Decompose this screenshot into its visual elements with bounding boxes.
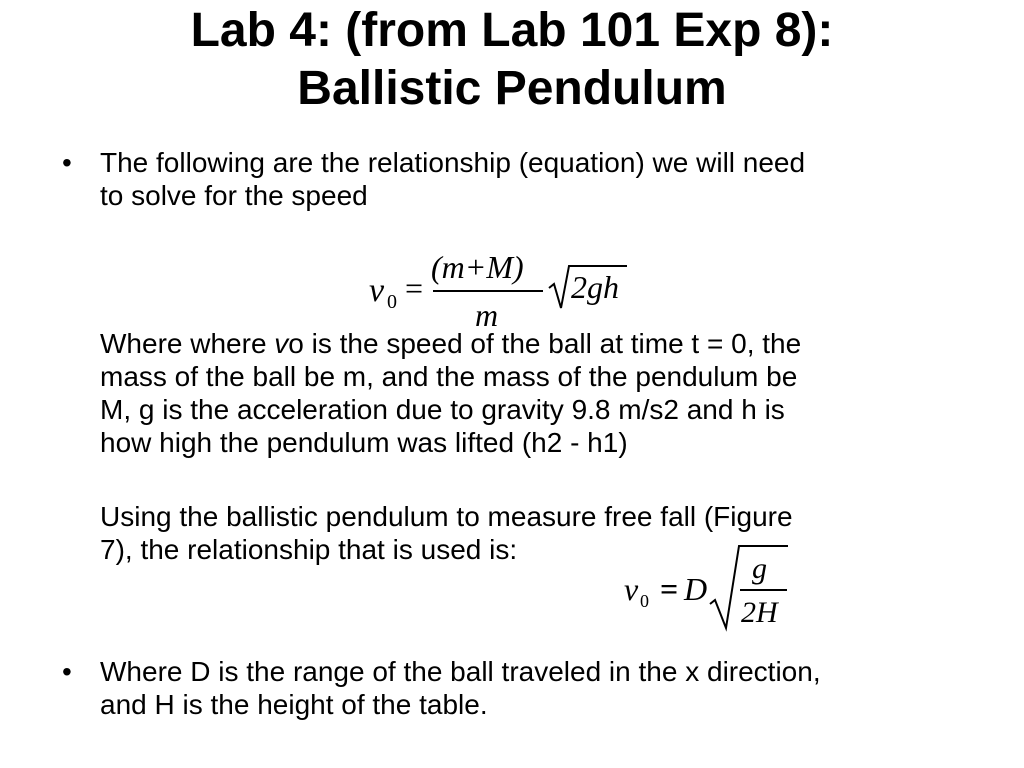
definitions-line-4: how high the pendulum was lifted (h2 - h1) xyxy=(100,427,628,458)
eq1-equals: = xyxy=(405,270,424,306)
eq2-numerator: g xyxy=(752,552,767,585)
equation-free-fall-formula xyxy=(622,542,802,634)
eq1-lhs: v xyxy=(369,272,385,309)
eq1-radicand: 2gh xyxy=(571,269,619,305)
definitions-paragraph xyxy=(100,327,1000,459)
bullet-2-line-2: and H is the height of the table. xyxy=(100,689,488,720)
eq1-lhs-subscript: 0 xyxy=(387,291,397,313)
title-line-1: Lab 4: (from Lab 101 Exp 8): xyxy=(190,4,834,57)
free-fall-line-1: Using the ballistic pendulum to measure free fall (Figure xyxy=(100,501,793,532)
slide-title xyxy=(0,2,1024,118)
bullet-1-line-2: to solve for the speed xyxy=(100,180,368,211)
eq1-denominator: m xyxy=(475,297,499,330)
definitions-italic-v: v xyxy=(274,328,289,359)
eq2-equals: = xyxy=(660,571,679,607)
eq2-coefficient: D xyxy=(684,571,708,607)
definitions-line-2: mass of the ball be m, and the mass of the pendulum be xyxy=(100,361,798,392)
bullet-1-line-1: The following are the relationship (equation) we will need xyxy=(100,147,806,178)
bullet-marker-2: • xyxy=(62,656,72,687)
bullet-marker-1: • xyxy=(62,147,72,178)
free-fall-paragraph xyxy=(100,500,1000,566)
free-fall-line-2: 7), the relationship that is used is: xyxy=(100,534,518,565)
bullet-1-text xyxy=(100,146,1000,212)
eq2-lhs-subscript: 0 xyxy=(640,591,649,611)
eq2-denominator: 2H xyxy=(741,596,778,629)
definitions-line-1-start: Where where xyxy=(100,328,275,359)
title-line-2: Ballistic Pendulum xyxy=(297,62,727,115)
definitions-line-1-end: o is the speed of the ball at time t = 0, the xyxy=(288,328,802,359)
eq2-lhs: v xyxy=(624,571,639,607)
equation-speed-formula xyxy=(365,238,635,330)
bullet-2-text xyxy=(100,655,1000,721)
definitions-line-1 xyxy=(100,327,1000,360)
definitions-line-3: M, g is the acceleration due to gravity 9.8 m/s2 and h is xyxy=(100,394,785,425)
eq1-numerator: (m+M) xyxy=(431,249,524,285)
bullet-2-line-1: Where D is the range of the ball traveled in the x direction, xyxy=(100,656,821,687)
